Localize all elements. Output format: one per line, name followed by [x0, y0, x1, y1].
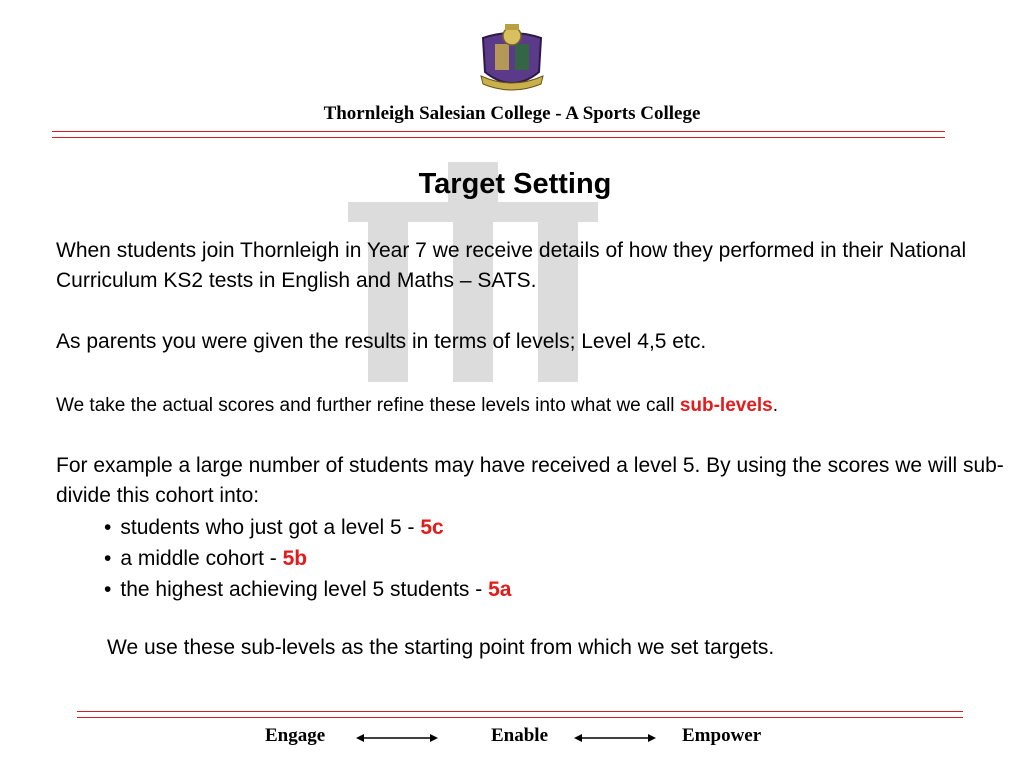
paragraph-sublevels-end: . — [772, 395, 779, 416]
list-item — [104, 574, 511, 605]
paragraph-example: For example a large number of students may have received a level 5. By using the scores we will sub-divide this cohort into: — [56, 454, 1004, 507]
school-crest-icon — [475, 20, 549, 96]
paragraph-sublevels — [56, 391, 1016, 421]
header-divider — [52, 131, 945, 138]
paragraph-conclusion: We use these sub-levels as the starting point from which we set targets. — [107, 636, 775, 659]
list-item — [104, 543, 511, 574]
level-label: 5b — [282, 547, 308, 570]
footer-engage: Engage — [265, 725, 326, 746]
paragraph-sublevels-text: We take the actual scores and further refine these levels into what we call — [56, 395, 680, 416]
footer-divider — [77, 711, 963, 718]
paragraph-intro: When students join Thornleigh in Year 7 we receive details of how they performed in their National Curriculum KS2 tests in English and Maths – SATS. — [56, 239, 967, 292]
paragraph-levels: As parents you were given the results in terms of levels; Level 4,5 etc. — [56, 330, 707, 353]
sublevels-highlight: sub-levels — [679, 395, 773, 416]
cohort-list — [104, 512, 511, 605]
bullet-text: the highest achieving level 5 students - — [120, 578, 489, 601]
double-arrow-icon — [574, 732, 656, 744]
footer-enable: Enable — [491, 725, 549, 746]
level-label: 5a — [488, 578, 512, 601]
level-label: 5c — [420, 516, 444, 539]
footer-empower: Empower — [682, 725, 762, 746]
double-arrow-icon — [356, 732, 438, 744]
college-title: Thornleigh Salesian College - A Sports College — [323, 103, 701, 124]
list-item — [104, 512, 511, 543]
bullet-text: students who just got a level 5 - — [120, 516, 421, 539]
bullet-text: a middle cohort - — [120, 547, 283, 570]
slide-heading: Target Setting — [418, 168, 612, 200]
